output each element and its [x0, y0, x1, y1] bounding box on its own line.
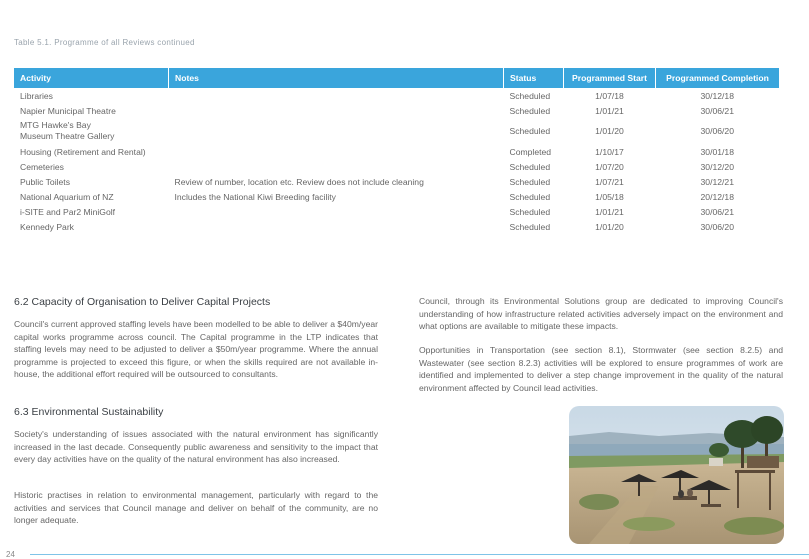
cell-completion: 30/06/21	[700, 206, 734, 217]
header-activity: Activity	[14, 68, 169, 88]
cell-status: Scheduled	[509, 90, 551, 101]
section-6-2-body: Council's current approved staffing levels have been modelled to be able to deliver a $40m/year capital works programme across council. The Capital programme in the LTP indicates that staffing levels may need to be adjusted to deliver a $50m/year programme. Where the annual programme is projected to exceed this figure, or when the skills required are not available in-house, the additional effort required will be outsourced to consultants.	[14, 319, 378, 380]
cell-notes: Includes the National Kiwi Breeding facility	[174, 191, 336, 202]
section-6-3-body-1: Society's understanding of issues associated with the natural environment has significantly increased in the last decade. Consequently public awareness and sensitivity to the impact that every day activities have on the quality of the natural environment has also increased.	[14, 429, 378, 465]
cell-start: 1/01/21	[595, 206, 624, 217]
cell-status: Scheduled	[509, 191, 551, 202]
cell-activity: i-SITE and Par2 MiniGolf	[20, 206, 116, 217]
cell-status: Scheduled	[509, 105, 551, 116]
section-6-3-body-2: Historic practises in relation to environmental management, particularly with regard to the activities and services that Council manage and deliver on behalf of the community, are no longer adequate.	[14, 490, 378, 526]
table-row	[14, 219, 779, 234]
cell-notes: Review of number, location etc. Review does not include cleaning	[174, 176, 424, 187]
table-header-row	[14, 68, 779, 88]
programme-table	[14, 68, 779, 234]
cell-start: 1/01/20	[595, 125, 624, 136]
cell-status: Scheduled	[509, 161, 551, 172]
table-row	[14, 88, 779, 103]
header-programmed-completion: Programmed Completion	[656, 68, 780, 88]
footer-rule	[30, 554, 809, 555]
cell-activity-text: MTG Hawke's Bay Museum Theatre Gallery	[20, 120, 115, 141]
cell-start: 1/07/18	[595, 90, 624, 101]
cell-start: 1/05/18	[595, 191, 624, 202]
cell-status: Scheduled	[509, 206, 551, 217]
cell-activity: Napier Municipal Theatre	[20, 105, 116, 116]
cell-notes	[169, 144, 504, 159]
header-programmed-start: Programmed Start	[564, 68, 656, 88]
cell-notes	[169, 103, 504, 118]
header-status: Status	[504, 68, 564, 88]
cell-completion: 30/01/18	[700, 146, 734, 157]
cell-start: 1/07/21	[595, 176, 624, 187]
cell-start: 1/01/20	[595, 221, 624, 232]
table-row	[14, 174, 779, 189]
header-notes: Notes	[169, 68, 504, 88]
cell-completion: 30/06/20	[700, 125, 734, 136]
cell-start: 1/01/21	[595, 105, 624, 116]
cell-activity: National Aquarium of NZ	[20, 191, 114, 202]
cell-activity: Public Toilets	[20, 176, 70, 187]
environment-para-1: Council, through its Environmental Solutions group are dedicated to improving Council's understanding of how infrastructure related activities adversely impact on the environment and what options are available to mitigate these impacts.	[419, 296, 783, 332]
cell-activity: Kennedy Park	[20, 221, 74, 232]
cell-activity: Housing (Retirement and Rental)	[20, 146, 146, 157]
cell-completion: 30/12/20	[700, 161, 734, 172]
cell-status: Scheduled	[509, 125, 551, 136]
cell-completion: 30/06/21	[700, 105, 734, 116]
table-row	[14, 189, 779, 204]
cell-completion: 30/12/18	[700, 90, 734, 101]
section-6-2-heading: 6.2 Capacity of Organisation to Deliver Capital Projects	[14, 296, 271, 308]
cell-completion: 20/12/18	[700, 191, 734, 202]
table-row	[14, 118, 779, 144]
page-number: 24	[6, 550, 15, 559]
cell-notes	[169, 159, 504, 174]
table-row	[14, 103, 779, 118]
cell-notes	[169, 204, 504, 219]
cell-status: Scheduled	[509, 221, 551, 232]
cell-activity: Libraries	[20, 90, 53, 101]
cell-notes	[169, 88, 504, 103]
cell-start: 1/10/17	[595, 146, 624, 157]
beach-park-photo	[569, 406, 784, 544]
section-6-3-heading: 6.3 Environmental Sustainability	[14, 406, 164, 418]
cell-activity	[14, 118, 169, 144]
environment-para-2: Opportunities in Transportation (see section 8.1), Stormwater (see section 8.2.5) and Wastewater (see section 8.2.3) activities will be explored to ensure programmes of work are identified and implemented to deliver a step change improvement in the quality of the natural environment affected by Council lead activities.	[419, 345, 783, 393]
cell-completion: 30/06/20	[700, 221, 734, 232]
cell-notes	[169, 118, 504, 144]
table-row	[14, 159, 779, 174]
table-row	[14, 204, 779, 219]
cell-status: Completed	[509, 146, 552, 157]
cell-activity: Cemeteries	[20, 161, 64, 172]
cell-start: 1/07/20	[595, 161, 624, 172]
cell-notes	[169, 219, 504, 234]
table-caption: Table 5.1. Programme of all Reviews continued	[14, 38, 195, 47]
cell-completion: 30/12/21	[700, 176, 734, 187]
cell-status: Scheduled	[509, 176, 551, 187]
table-row	[14, 144, 779, 159]
